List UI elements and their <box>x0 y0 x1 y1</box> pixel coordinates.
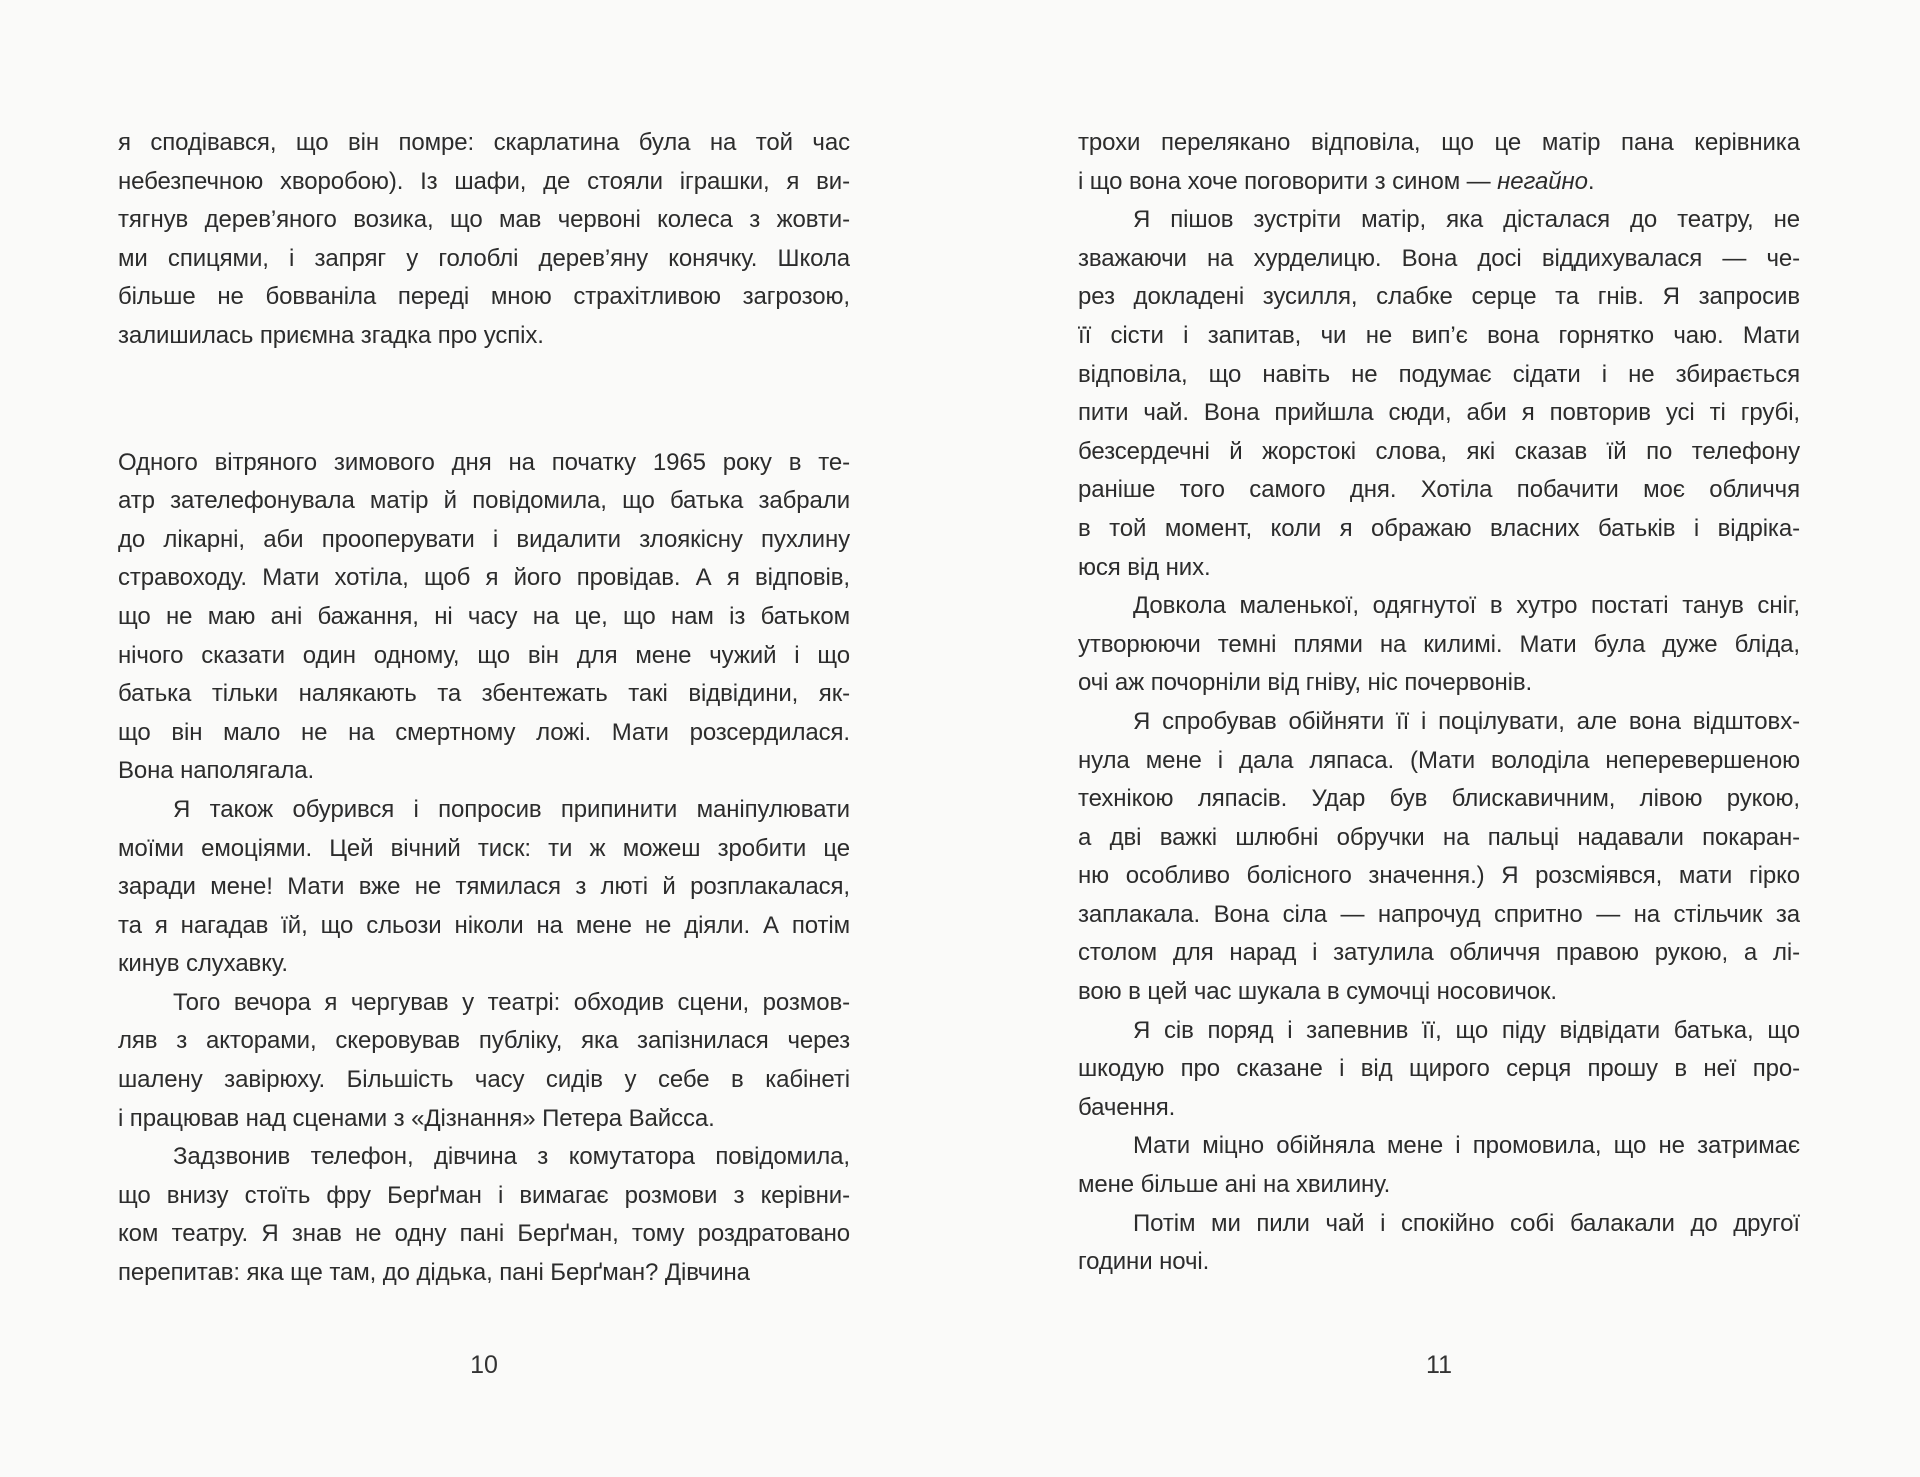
paragraph <box>1078 1012 1800 1128</box>
paragraph <box>118 124 850 356</box>
text-line: Я також обурився і попросив припинити маніпулювати <box>173 795 850 823</box>
text-line: залишилась приємна згадка про успіх. <box>118 321 544 349</box>
text-line: години ночі. <box>1078 1248 1210 1276</box>
paragraph <box>118 444 850 791</box>
text-line: що він мало не на смертному ложі. Мати розсердилася. <box>118 718 850 746</box>
text-line: технікою ляпасів. Удар був блискавичним, лівою рукою, <box>1078 785 1800 813</box>
text-line: утворюючи темні плями на килимі. Мати була дуже бліда, <box>1078 630 1800 658</box>
text-line: я сподівався, що він помре: скарлатина була на той час <box>118 129 850 156</box>
text-line: перепитав: яка ще там, до дідька, пані Берґман? Дівчина <box>118 1259 750 1287</box>
text-line: в той момент, коли я ображаю власних батьків і відріка- <box>1078 514 1800 542</box>
paragraph <box>1078 1127 1800 1204</box>
paragraph <box>1078 124 1800 201</box>
paragraph <box>1078 703 1800 1012</box>
text-line: та я нагадав їй, що сльози ніколи на мене не діяли. А потім <box>118 911 850 939</box>
text-line: моїми емоціями. Цей вічний тиск: ти ж можеш зробити це <box>118 834 850 862</box>
paragraph <box>1078 587 1800 703</box>
paragraph <box>1078 201 1800 587</box>
text-line: раніше того самого дня. Хотіла побачити моє обличчя <box>1078 476 1800 504</box>
text-line: очі аж почорніли від гніву, ніс почервонів. <box>1078 669 1533 697</box>
italic-text: негайно <box>1497 167 1588 195</box>
text-line: бачення. <box>1078 1093 1176 1121</box>
text-line: Того вечора я чергував у театрі: обходив сцени, розмов- <box>173 988 850 1016</box>
text-line: більше не бовваніла переді мною страхітливою загрозою, <box>118 283 850 311</box>
text-line: заплакала. Вона сіла — напрочуд спритно — на стільчик за <box>1078 900 1800 928</box>
text-line: шалену завірюху. Більшість часу сидів у себе в кабінеті <box>118 1066 850 1094</box>
text-line: ляв з акторами, скеровував публіку, яка запізнилася через <box>118 1027 850 1055</box>
text-line: її сісти і запитав, чи не вип’є вона горнятко чаю. Мати <box>1078 321 1800 349</box>
text-line: мене більше ані на хвилину. <box>1078 1171 1391 1199</box>
text-line: відповіла, що навіть не подумає сідати і не збирається <box>1078 360 1800 388</box>
text-line: шкодую про сказане і від щирого серця прошу в неї про- <box>1078 1055 1800 1083</box>
text-line: ком театру. Я знав не одну пані Берґман, тому роздратовано <box>118 1220 850 1248</box>
text-line: стравоходу. Мати хотіла, щоб я його провідав. А я відповів, <box>118 564 850 592</box>
text-line: до лікарні, аби прооперувати і видалити злоякісну пухлину <box>118 525 850 553</box>
text-line: атр зателефонувала матір й повідомила, що батька забрали <box>118 487 850 515</box>
paragraph <box>118 984 850 1138</box>
text-line: ми спицями, і запряг у голоблі дерев’яну конячку. Школа <box>118 244 850 272</box>
text-line: рез докладені зусилля, слабке серце та гнів. Я запросив <box>1078 283 1800 311</box>
book-page-right <box>960 0 1920 1477</box>
text-line: Задзвонив телефон, дівчина з комутатора повідомила, <box>173 1143 850 1171</box>
page-text-right <box>1078 124 1800 1282</box>
text-line: і працював над сценами з «Дізнання» Петера Вайсса. <box>118 1104 715 1132</box>
text-line: столом для нарад і затулила обличчя правою рукою, а лі- <box>1078 939 1800 967</box>
text-line: Я сів поряд і запевнив її, що піду відвідати батька, що <box>1133 1016 1800 1044</box>
text-line: Довкола маленької, одягнутої в хутро постаті танув сніг, <box>1133 592 1800 620</box>
text-line: нула мене і дала ляпаса. (Мати володіла неперевершеною <box>1078 746 1800 774</box>
text-line: що внизу стоїть фру Берґман і вимагає розмови з керівни- <box>118 1181 850 1209</box>
text-line: що не маю ані бажання, ні часу на це, що нам із батьком <box>118 602 850 630</box>
text-line: небезпечною хворобою). Із шафи, де стояли іграшки, я ви- <box>118 167 850 195</box>
text-line: ню особливо болісного значення.) Я розсміявся, мати гірко <box>1078 862 1800 890</box>
paragraph <box>118 791 850 984</box>
text-line: а дві важкі шлюбні обручки на пальці надавали покаран- <box>1078 823 1800 851</box>
text-line: Одного вітряного зимового дня на початку 1965 року в те- <box>118 448 850 476</box>
text-line: Я пішов зустріти матір, яка дісталася до театру, не <box>1133 206 1800 234</box>
text-line: вою в цей час шукала в сумочці носовичок. <box>1078 978 1557 1006</box>
text-line: і що вона хоче поговорити з сином — негайно. <box>1078 167 1595 195</box>
text-line: трохи перелякано відповіла, що це матір пана керівника <box>1078 129 1800 156</box>
text-line: кинув слухавку. <box>118 950 288 978</box>
text-line: тягнув дерев’яного возика, що мав червоні колеса з жовти- <box>118 206 850 234</box>
page-text-left <box>118 124 850 1293</box>
text-line: заради мене! Мати вже не тямилася з люті й розплакалася, <box>118 873 850 901</box>
text-line: Вона наполягала. <box>118 757 315 785</box>
text-line: нічого сказати один одному, що він для мене чужий і що <box>118 641 850 669</box>
page-number-left: 10 <box>470 1351 498 1379</box>
text-line: безсердечні й жорстокі слова, які сказав їй по телефону <box>1078 437 1800 465</box>
text-line: зважаючи на хурделицю. Вона досі віддихувалася — че- <box>1078 244 1800 272</box>
paragraph <box>118 1138 850 1292</box>
text-line: пити чай. Вона прийшла сюди, аби я повторив усі ті грубі, <box>1078 399 1800 427</box>
text-line: Мати міцно обійняла мене і промовила, що не затримає <box>1133 1132 1800 1160</box>
text-line: батька тільки налякають та збентежать такі відвідини, як- <box>118 680 850 708</box>
text-line: Потім ми пили чай і спокійно собі балакали до другої <box>1133 1209 1800 1237</box>
page-number-right: 11 <box>1426 1351 1452 1379</box>
paragraph <box>1078 1205 1800 1282</box>
text-line: юся від них. <box>1078 553 1211 581</box>
text-line: Я спробував обійняти її і поцілувати, але вона відштовх- <box>1133 707 1800 735</box>
